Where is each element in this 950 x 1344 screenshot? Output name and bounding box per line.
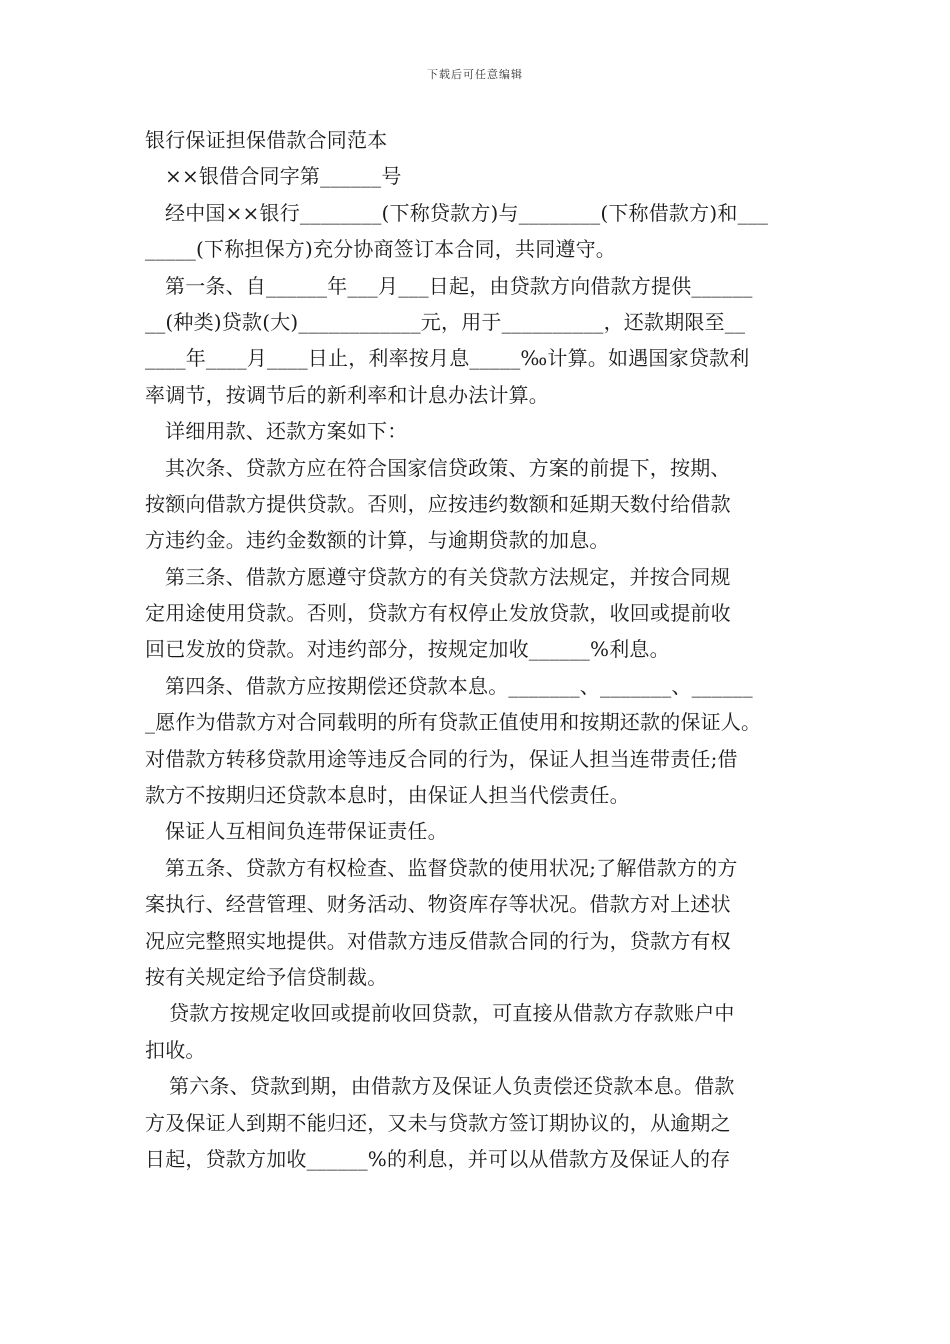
paragraph-line: 第一条、自______年___月___日起，由贷款方向借款方提供______ [165,273,753,298]
paragraph-line: __(种类)贷款(大)____________元，用于__________，还款期限至__ [145,309,746,334]
paragraph-line: 第三条、借款方愿遵守贷款方的有关贷款方法规定，并按合同规 [165,564,731,589]
paragraph-line: _愿作为借款方对合同载明的所有贷款正值使用和按期还款的保证人。 [145,710,762,735]
paragraph-line: 扣收。 [145,1037,206,1062]
header-note: 下载后可任意编辑 [427,68,523,81]
paragraph-line: 率调节，按调节后的新利率和计息办法计算。 [145,382,549,407]
paragraph-line: ____年____月____日止，利率按月息_____‰计算。如遇国家贷款利 [145,346,750,371]
contract-body [145,122,813,1177]
paragraph-line: 方及保证人到期不能归还，又未与贷款方签订期协议的，从逾期之 [145,1110,731,1135]
paragraph-line: 详细用款、还款方案如下： [165,419,408,444]
paragraph-line: 保证人互相间负连带保证责任。 [165,819,448,844]
document-title: 银行保证担保借款合同范本 [145,128,388,152]
paragraph-line: 款方不按期归还贷款本息时，由保证人担当代偿责任。 [145,783,630,808]
paragraph-line: 回已发放的贷款。对违约部分，按规定加收______%利息。 [145,637,670,662]
paragraph-line: 第五条、贷款方有权检查、监督贷款的使用状况;了解借款方的方 [165,855,738,880]
paragraph-line: 贷款方按规定收回或提前收回贷款，可直接从借款方存款账户中 [169,1001,735,1026]
paragraph-line: 况应完整照实地提供。对借款方违反借款合同的行为，贷款方有权 [145,928,731,953]
paragraph-line: 日起，贷款方加收______%的利息，并可以从借款方及保证人的存 [145,1146,731,1171]
paragraph-line: 定用途使用贷款。否则，贷款方有权停止发放贷款，收回或提前收 [145,601,731,626]
paragraph-line: 其次条、贷款方应在符合国家信贷政策、方案的前提下，按期、 [165,455,731,480]
paragraph-line: 经中国××银行________(下称贷款方)与________(下称借款方)和___ [165,200,769,225]
paragraph-line: 第四条、借款方应按期偿还贷款本息。_______、_______、______ [165,673,753,698]
contract-number-line: ××银借合同字第______号 [165,164,402,189]
paragraph-line: 按有关规定给予信贷制裁。 [145,964,388,989]
paragraph-line: 按额向借款方提供贷款。否则，应按违约数额和延期天数付给借款 [145,491,731,516]
paragraph-line: 对借款方转移贷款用途等违反合同的行为，保证人担当连带责任;借 [145,746,738,771]
paragraph-line: 方违约金。违约金数额的计算，与逾期贷款的加息。 [145,528,610,553]
paragraph-line: _____(下称担保方)充分协商签订本合同，共同遵守。 [145,237,617,262]
paragraph-line: 案执行、经营管理、财务活动、物资库存等状况。借款方对上述状 [145,892,731,917]
paragraph-line: 第六条、贷款到期，由借款方及保证人负责偿还贷款本息。借款 [169,1074,735,1099]
